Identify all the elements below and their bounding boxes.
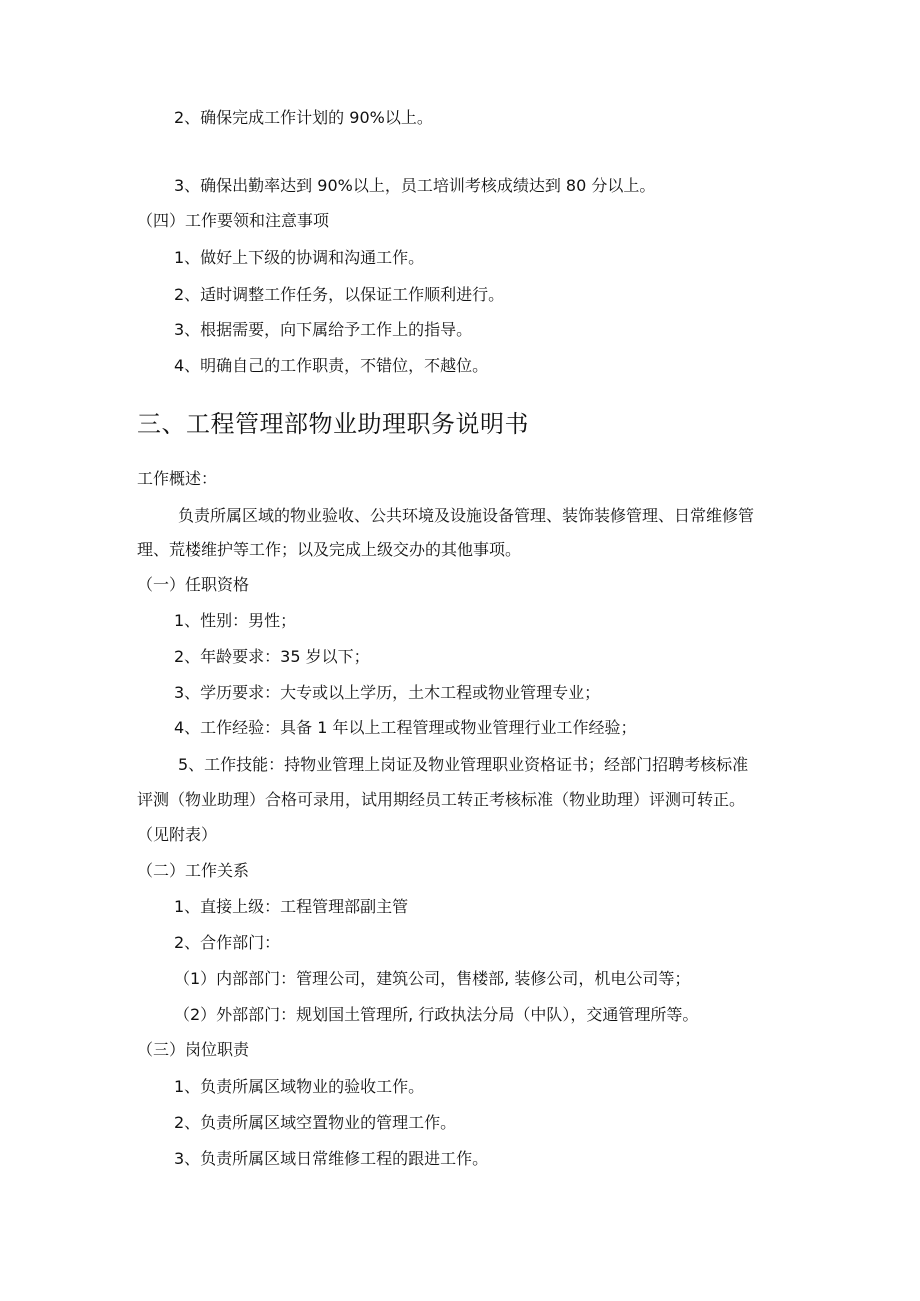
qualification-item-5-line-1: 5、工作技能：持物业管理上岗证及物业管理职业资格证书；经部门招聘考核标准 xyxy=(178,755,749,774)
section-title-qualifications: （一）任职资格 xyxy=(137,575,250,594)
overview-line-1: 负责所属区域的物业验收、公共环境及设施设备管理、装饰装修管理、日常维修管 xyxy=(178,506,755,525)
section-title-essentials: （四）工作要领和注意事项 xyxy=(137,211,330,230)
qualification-item-1: 1、性别：男性； xyxy=(174,611,297,630)
duty-item-2: 2、负责所属区域空置物业的管理工作。 xyxy=(174,1113,457,1132)
section-title-relations: （二）工作关系 xyxy=(137,861,250,880)
qualification-item-5-line-3: （见附表） xyxy=(137,825,218,844)
relation-internal: （1）内部部门：管理公司，建筑公司，售楼部, 装修公司，机电公司等； xyxy=(174,969,691,988)
qualification-item-5-line-2: 评测（物业助理）合格可录用，试用期经员工转正考核标准（物业助理）评测可转正。 xyxy=(137,790,746,809)
relation-superior: 1、直接上级：工程管理部副主管 xyxy=(174,897,409,916)
qualification-item-2: 2、年龄要求：35 岁以下； xyxy=(174,647,370,666)
goal-item-2: 2、确保完成工作计划的 90%以上。 xyxy=(174,108,433,127)
section-title-duties: （三）岗位职责 xyxy=(137,1040,250,1059)
relation-external: （2）外部部门：规划国土管理所, 行政执法分局（中队），交通管理所等。 xyxy=(174,1005,699,1024)
essentials-item-3: 3、根据需要，向下属给予工作上的指导。 xyxy=(174,320,473,339)
overview-label: 工作概述： xyxy=(137,469,218,488)
essentials-item-4: 4、明确自己的工作职责，不错位，不越位。 xyxy=(174,356,489,375)
relation-partners: 2、合作部门： xyxy=(174,933,281,952)
overview-line-2: 理、荒楼维护等工作；以及完成上级交办的其他事项。 xyxy=(137,540,522,559)
chapter-heading: 三、工程管理部物业助理职务说明书 xyxy=(137,410,529,438)
duty-item-1: 1、负责所属区域物业的验收工作。 xyxy=(174,1077,425,1096)
qualification-item-3: 3、学历要求：大专或以上学历，土木工程或物业管理专业； xyxy=(174,683,601,702)
goal-item-3: 3、确保出勤率达到 90%以上，员工培训考核成绩达到 80 分以上。 xyxy=(174,176,656,195)
essentials-item-2: 2、适时调整工作任务，以保证工作顺利进行。 xyxy=(174,285,505,304)
duty-item-3: 3、负责所属区域日常维修工程的跟进工作。 xyxy=(174,1149,489,1168)
essentials-item-1: 1、做好上下级的协调和沟通工作。 xyxy=(174,248,425,267)
qualification-item-4: 4、工作经验：具备 1 年以上工程管理或物业管理行业工作经验； xyxy=(174,718,637,737)
